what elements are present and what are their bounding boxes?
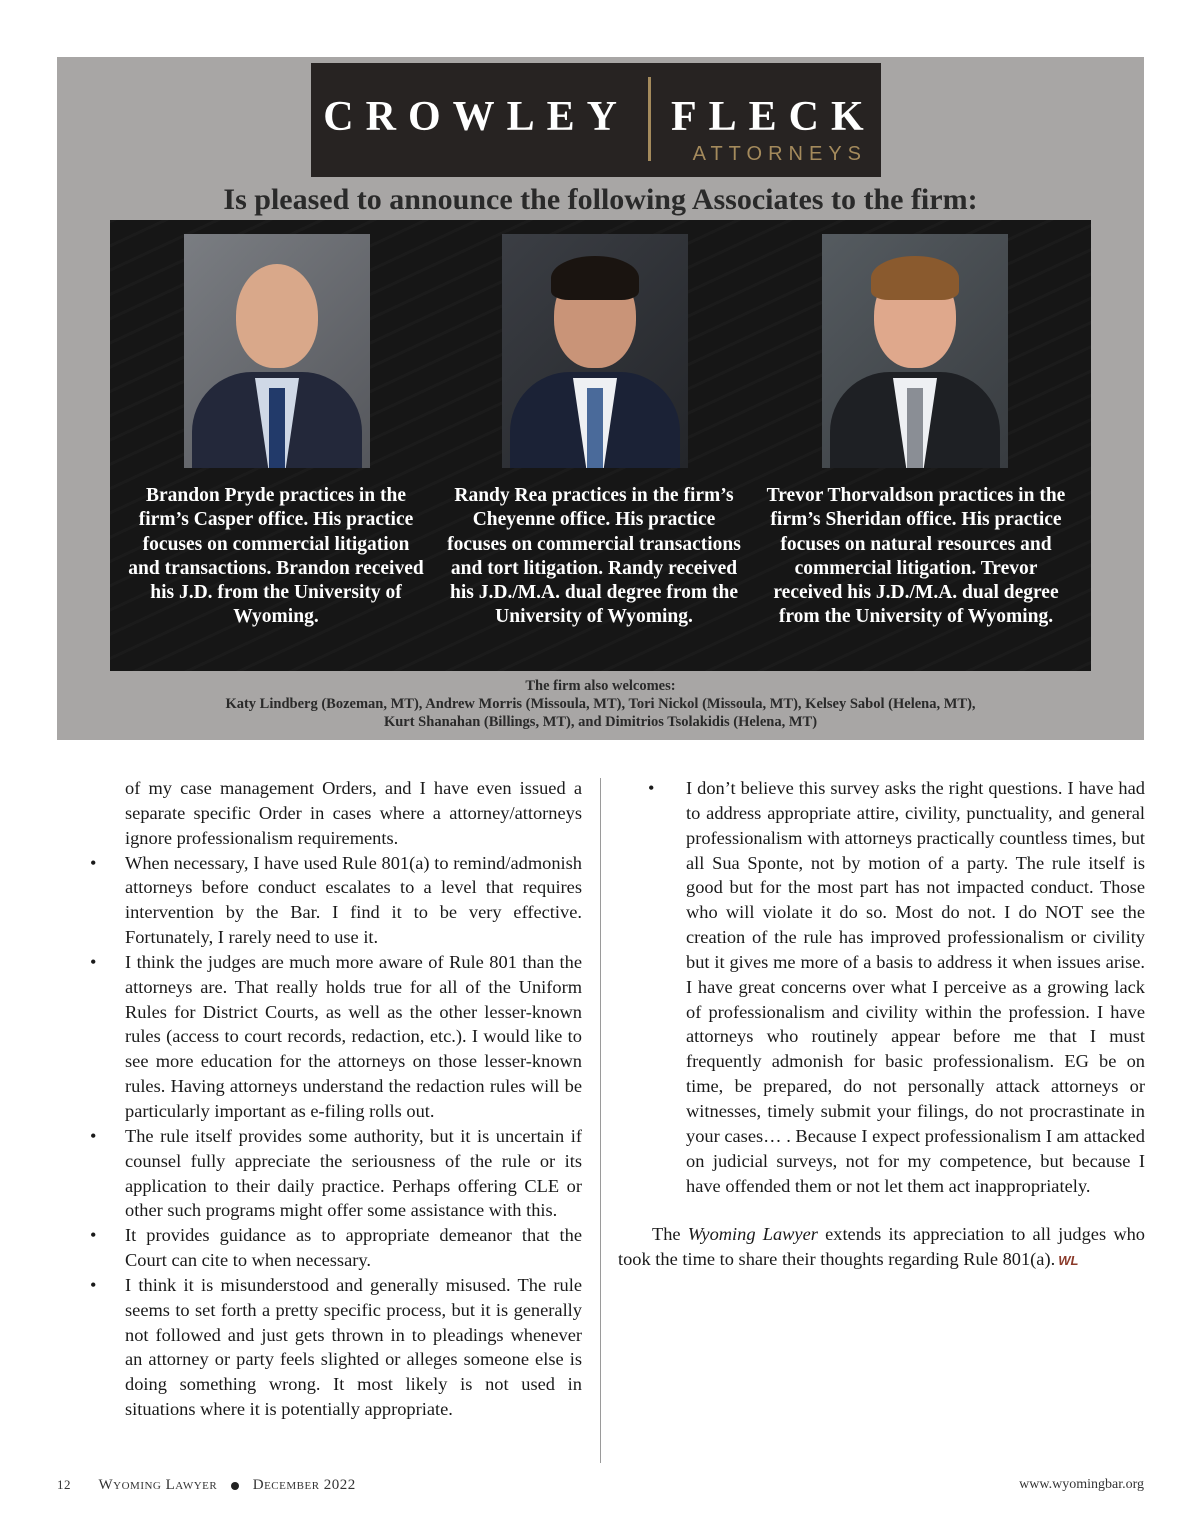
left-column bbox=[90, 776, 582, 1422]
bullet-icon: • bbox=[90, 1274, 97, 1295]
page-footer bbox=[57, 1477, 1144, 1497]
column-divider bbox=[600, 778, 601, 1463]
publication-name: Wyoming Lawyer bbox=[687, 1224, 818, 1245]
bullet-icon: • bbox=[90, 951, 97, 972]
list-item: • I think the judges are much more aware of Rule 801 than the attorneys are. That really holds true for all of the Uniform Rules for District Courts, as well as the other lesser-known rules (access to court records, redaction, etc.). I would like to see more education for the attorneys on those lesser-known rules. Having attorneys understand the redaction rules will be particularly important as e-filing rolls out. bbox=[90, 951, 582, 1121]
footer-folio bbox=[57, 1477, 356, 1494]
website-link[interactable]: www.wyomingbar.org bbox=[1019, 1477, 1144, 1492]
associates-panel bbox=[110, 220, 1091, 671]
associate-bio: Brandon Pryde practices in the firm’s Casper office. His practice focuses on commercial litigation and transactions. Brandon received his J.D. from the University of Wyoming. bbox=[128, 485, 424, 628]
bullet-icon: • bbox=[90, 1125, 97, 1146]
also-welcomes-label: The firm also welcomes: bbox=[525, 678, 676, 694]
logo-fleck: FLECK bbox=[671, 94, 876, 140]
associate-bio: Trevor Thorvaldson practices in the firm’s Sheridan office. His practice focuses on natural resources and commercial litigation. Trevor received his J.D./M.A. dual degree from the University of Wyoming. bbox=[766, 485, 1066, 628]
end-mark: WL bbox=[1058, 1253, 1079, 1269]
bullet-icon: • bbox=[648, 778, 655, 798]
list-item: • When necessary, I have used Rule 801(a) to remind/admonish attorneys before conduct escalates to a level that requires intervention by the Bar. I find it to be very effective. Fortunately, I rarely need to use it. bbox=[90, 852, 582, 948]
associate-bio: Randy Rea practices in the firm’s Cheyenne office. His practice focuses on commercial transactions and tort litigation. Randy received his J.D./M.A. dual degree from the University of Wyoming. bbox=[447, 485, 741, 628]
also-welcomes-line: Kurt Shanahan (Billings, MT), and Dimitrios Tsolakidis (Helena, MT) bbox=[383, 714, 818, 730]
also-welcomes-line: Katy Lindberg (Bozeman, MT), Andrew Morris (Missoula, MT), Tori Nickol (Missoula, MT), Kelsey Sabol (Helena, MT), bbox=[225, 696, 976, 712]
logo-divider bbox=[648, 77, 651, 161]
closing-paragraph: The Wyoming Lawyer extends its appreciation to all judges who took the time to share their thoughts regarding Rule 801(a). WL bbox=[618, 1224, 1145, 1270]
also-welcomes bbox=[57, 677, 1144, 731]
publication-title: Wyoming Lawyer bbox=[98, 1477, 218, 1493]
associate-photo bbox=[822, 234, 1008, 468]
associate-photo bbox=[184, 234, 370, 468]
bullet-icon: • bbox=[90, 852, 97, 873]
judge-comments-list bbox=[618, 776, 1145, 1198]
logo-crowley: CROWLEY bbox=[323, 94, 629, 140]
list-item: • It provides guidance as to appropriate demeanor that the Court can cite to when necessary. bbox=[90, 1225, 582, 1271]
page-number: 12 bbox=[57, 1477, 71, 1492]
separator-dot-icon bbox=[231, 1482, 239, 1490]
right-column bbox=[618, 776, 1145, 1274]
logo-attorneys: ATTORNEYS bbox=[692, 143, 867, 165]
bullet-icon: • bbox=[90, 1225, 97, 1246]
judge-comments-list bbox=[90, 851, 582, 1422]
list-item: • The rule itself provides some authority, but it is uncertain if counsel fully appreciate the seriousness of the rule or its application to their daily practice. Perhaps offering CLE or other such programs might offer some assistance with this. bbox=[90, 1125, 582, 1221]
issue-date: December 2022 bbox=[252, 1477, 356, 1493]
continuation-paragraph: of my case management Orders, and I have even issued a separate specific Order in cases where a attorney/attorneys ignore professionalism requirements. bbox=[125, 778, 582, 848]
crowley-fleck-advertisement bbox=[57, 57, 1144, 740]
firm-logo bbox=[311, 63, 881, 177]
list-item: • I think it is misunderstood and generally misused. The rule seems to set forth a pretty specific process, but it is generally not followed and just gets thrown in to pleadings whenever an attorney or party feels slighted or alleges someone else is doing something wrong. It most likely is not used in situations where it is potentially appropriate. bbox=[90, 1274, 582, 1420]
ad-headline: Is pleased to announce the following Associates to the firm: bbox=[223, 183, 978, 216]
associate-photo bbox=[502, 234, 688, 468]
list-item: • I don’t believe this survey asks the right questions. I have had to address appropriate attire, civility, punctuality, and general professionalism with attorneys practically countless times, but all Sua Sponte, not by motion of a party. The rule itself is good but for the most part has not impacted conduct. Those who will violate it do so. Most do not. I do NOT see the creation of the rule has improved professionalism or civility but it gives me more of a basis to address it when issues arise. I have great concerns over what I perceive as a growing lack of professionalism and civility within the profession. I have attorneys who routinely appear before me that I must frequently admonish for basic professionalism. EG be on time, be prepared, do not personally attack attorneys or witnesses, timely submit your filings, do not procrastinate in your cases… . Because I expect professionalism I am attacked on judicial surveys, not for my competence, but because I have offended them or not let them act inappropriately. bbox=[648, 778, 1145, 1196]
